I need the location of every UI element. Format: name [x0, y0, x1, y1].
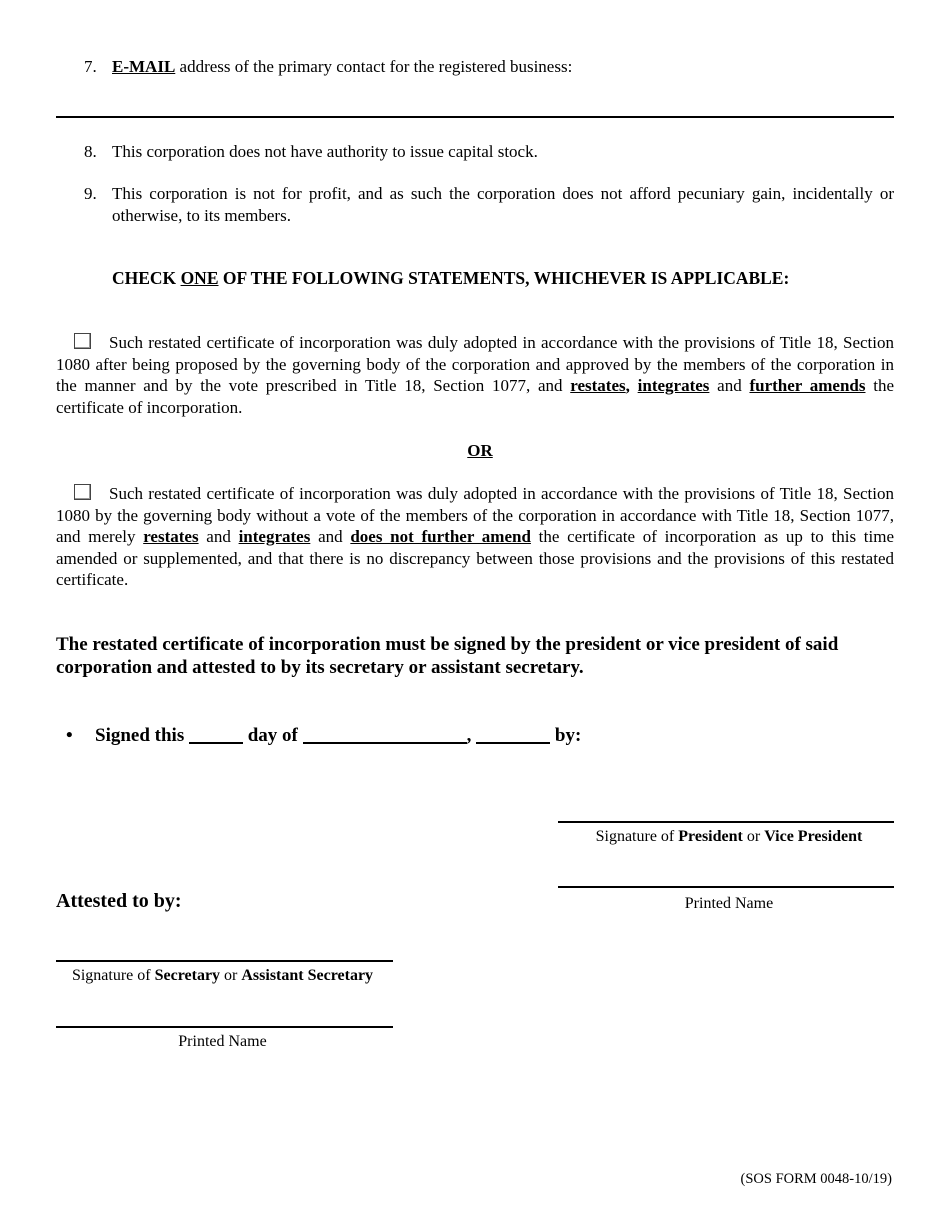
president-printed-name-caption: Printed Name [684, 895, 774, 912]
option-2-does-not-further-amend: does not further amend [350, 527, 531, 546]
secretary-sig-or: or [220, 967, 242, 984]
item-7 [84, 56, 894, 78]
comma: , [466, 725, 472, 746]
signing-notice: The restated certificate of incorporation must be signed by the president or vice president of said corporation and attested to by its secretary or assistant secretary. [56, 634, 839, 678]
option-2-checkbox[interactable] [74, 484, 91, 500]
item-8-number: 8. [84, 142, 97, 161]
president-sig-or: or [742, 828, 765, 845]
president-sig-vice: Vice President [764, 828, 863, 845]
month-blank[interactable] [303, 724, 467, 744]
secretary-signature-line[interactable] [56, 960, 393, 962]
day-blank[interactable] [189, 724, 243, 744]
check-one-heading [112, 268, 894, 290]
option-2-text-b: and [198, 527, 239, 546]
bullet: • [66, 725, 73, 746]
president-signature-line[interactable] [558, 821, 894, 823]
president-signature-caption [558, 826, 900, 848]
president-sig-pre: Signature of [595, 828, 679, 845]
item-7-number: 7. [84, 57, 97, 76]
attested-label: Attested to by: [56, 890, 182, 912]
option-1-text-d: the certificate of incorporation. [56, 376, 895, 417]
option-1-text-b [630, 376, 638, 395]
by-label: by: [554, 725, 582, 746]
option-1-restates: restates [570, 376, 626, 395]
option-2-text-d: the certificate of incorporation as up to this time amended or supplemented, and that there is no discrepancy between those provisions and the provisions of this restated certificate. [56, 527, 895, 589]
option-1-text-c: and [709, 376, 750, 395]
check-heading-one: ONE [180, 268, 219, 288]
item-7-text: address of the primary contact for the registered business: [175, 57, 573, 76]
item-9-text: This corporation is not for profit, and as such the corporation does not afford pecuniary gain, incidentally or otherwise, to its members. [112, 184, 894, 225]
president-sig-president: President [678, 828, 743, 845]
option-1-text-a: Such restated certificate of incorporation was duly adopted in accordance with the provisions of Title 18, Section 1080 after being proposed by the governing body of the corporation and approved by the members of the corporation in the manner and by the vote prescribed in Title 18, Section 1077, and [56, 333, 894, 395]
secretary-sig-pre: Signature of [71, 967, 155, 984]
email-entry-line[interactable] [56, 116, 894, 118]
check-heading-post: OF THE FOLLOWING STATEMENTS, WHICHEVER IS APPLICABLE: [218, 268, 790, 288]
option-1-integrates: integrates [637, 376, 710, 395]
year-blank[interactable] [476, 724, 550, 744]
secretary-signature-caption [56, 965, 389, 987]
option-1-checkbox[interactable] [74, 333, 91, 349]
president-printed-name-line[interactable] [558, 886, 894, 888]
option-2-restates: restates [143, 527, 199, 546]
option-2-integrates: integrates [238, 527, 311, 546]
option-2-text-a: Such restated certificate of incorporation was duly adopted in accordance with the provisions of Title 18, Section 1080 by the governing body without a vote of the members of the corporation in accordance with Title 18, Section 1077, and merely [56, 484, 894, 546]
item-9 [84, 183, 894, 225]
option-1-paragraph [56, 332, 894, 418]
email-label: E-MAIL [112, 57, 176, 76]
signed-this-label: Signed this [95, 725, 185, 746]
secretary-sig-assistant: Assistant Secretary [241, 967, 374, 984]
item-9-number: 9. [84, 184, 97, 203]
form-id: (SOS FORM 0048-10/19) [740, 1171, 892, 1187]
secretary-printed-name-caption: Printed Name [178, 1033, 267, 1050]
day-of-label: day of [247, 725, 298, 746]
or-label: OR [467, 441, 493, 460]
item-8 [84, 141, 894, 163]
option-2-text-c: and [310, 527, 351, 546]
item-8-text: This corporation does not have authority to issue capital stock. [112, 142, 538, 161]
signed-date-line [66, 724, 766, 748]
option-2-paragraph [56, 483, 894, 591]
option-1-comma: , [625, 376, 630, 395]
secretary-printed-name-line[interactable] [56, 1026, 393, 1028]
option-1-further-amends: further amends [749, 376, 866, 395]
check-heading-pre: CHECK [112, 268, 181, 288]
secretary-sig-secretary: Secretary [154, 967, 221, 984]
